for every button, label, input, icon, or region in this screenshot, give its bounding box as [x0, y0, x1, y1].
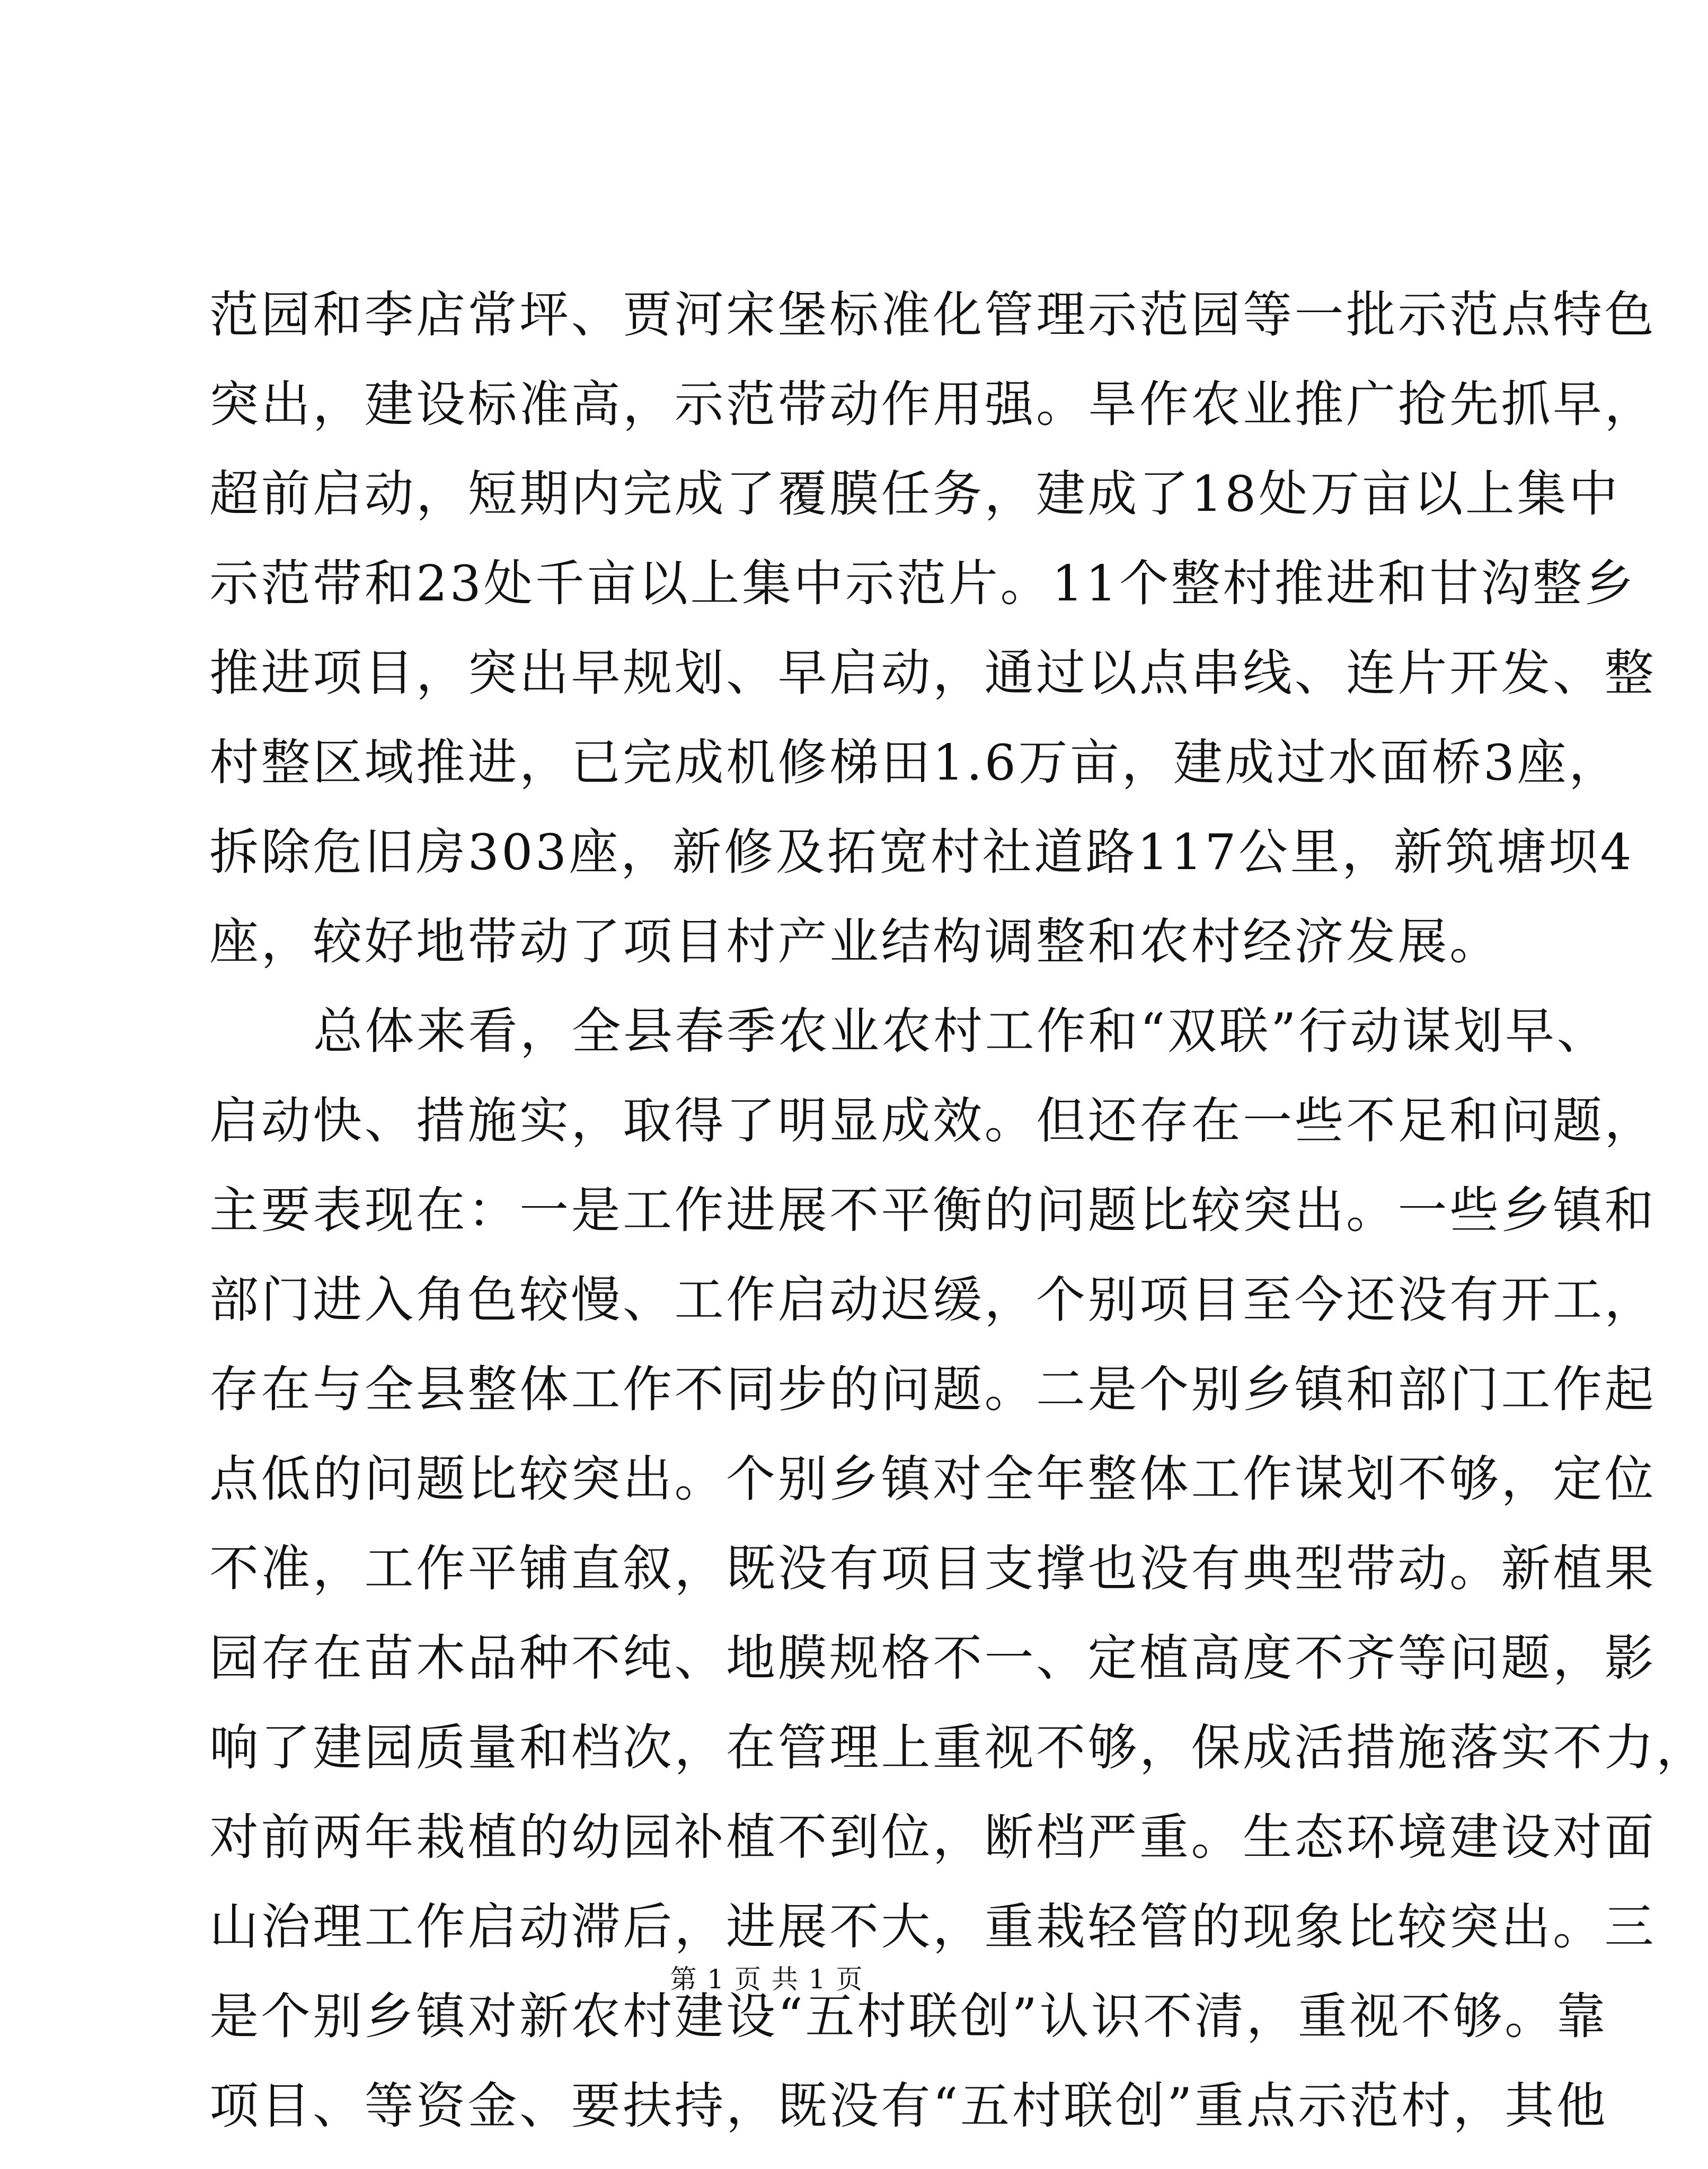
- text-line: 村整区域推进，已完成机修梯田1.6万亩，建成过水面桥3座，: [209, 734, 1621, 791]
- text-line: 超前启动，短期内完成了覆膜任务，建成了18处万亩以上集中: [209, 465, 1621, 523]
- text-line: 存在与全县整体工作不同步的问题。二是个别乡镇和部门工作起: [209, 1361, 1656, 1418]
- text-line: 突出，建设标准高，示范带动作用强。旱作农业推广抢先抓早，: [209, 376, 1656, 433]
- paragraph-1: [209, 270, 1656, 987]
- text-line: 园存在苗木品种不纯、地膜规格不一、定植高度不齐等问题，影: [209, 1630, 1656, 1687]
- text-line: 不准，工作平铺直叙，既没有项目支撑也没有典型带动。新植果: [209, 1540, 1656, 1597]
- text-line: 是个别乡镇对新农村建设“五村联创”认识不清，重视不够。靠: [209, 1988, 1608, 2045]
- text-line: 示范带和23处千亩以上集中示范片。11个整村推进和甘沟整乡: [209, 555, 1636, 612]
- text-line: 总体来看，全县春季农业农村工作和“双联”行动谋划早、: [313, 1003, 1609, 1060]
- text-line: 项目、等资金、要扶持，既没有“五村联创”重点示范村，其他: [209, 2077, 1608, 2135]
- page-number-label: 第 1 页 共 1 页: [670, 1964, 864, 1995]
- text-line: 范园和李店常坪、贾河宋堡标准化管理示范园等一批示范点特色: [209, 286, 1656, 343]
- page-footer: [0, 1961, 1534, 1998]
- text-line: 拆除危旧房303座，新修及拓宽村社道路117公里，新筑塘坝4: [209, 824, 1634, 881]
- text-line: 点低的问题比较突出。个别乡镇对全年整体工作谋划不够，定位: [209, 1450, 1656, 1508]
- text-line: 推进项目，突出早规划、早启动，通过以点串线、连片开发、整: [209, 644, 1656, 702]
- text-line: 主要表现在：一是工作进展不平衡的问题比较突出。一些乡镇和: [209, 1182, 1656, 1239]
- text-line: 部门进入角色较慢、工作启动迟缓，个别项目至今还没有开工，: [209, 1271, 1656, 1329]
- text-line: 座，较好地带动了项目村产业结构调整和农村经济发展。: [209, 913, 1501, 970]
- document-body: [209, 270, 1708, 2151]
- text-line: 对前两年栽植的幼园补植不到位，断档严重。生态环境建设对面: [209, 1809, 1656, 1866]
- text-line: 响了建园质量和档次，在管理上重视不够，保成活措施落实不力，: [209, 1719, 1708, 1776]
- text-line: 山治理工作启动滞后，进展不大，重栽轻管的现象比较突出。三: [209, 1898, 1656, 1955]
- text-line: 启动快、措施实，取得了明显成效。但还存在一些不足和问题，: [209, 1092, 1656, 1149]
